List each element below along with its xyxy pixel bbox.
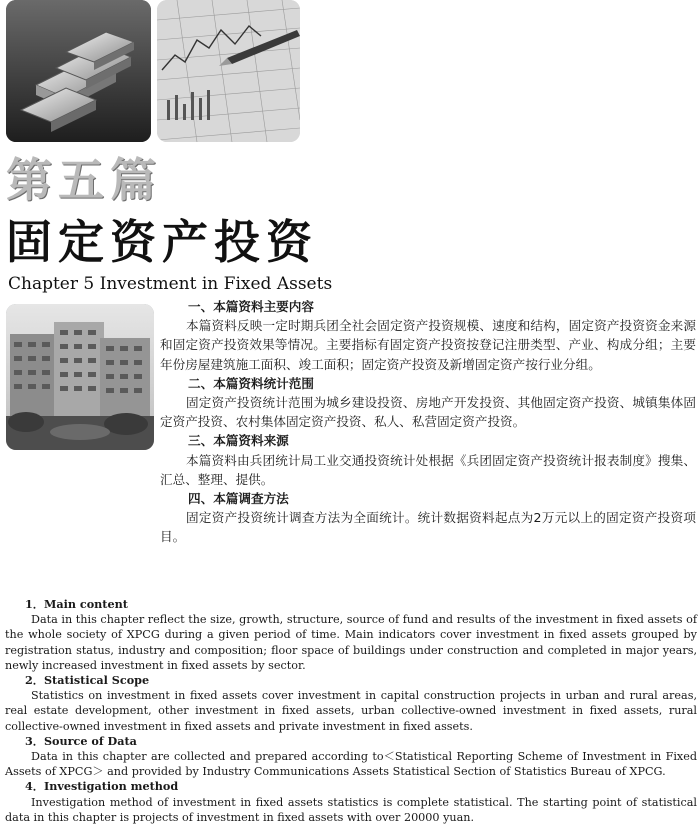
section-text: Data in this chapter are collected and prepared according to＜Statistical Reporting Scheme of Investment in Fixed Assets of XPCG＞ and provided by Industry Communications Assets Statistical Section of Statistics Bureau of XPCG.	[5, 750, 697, 779]
section-heading: 3．Source of Data	[25, 733, 137, 748]
section-text: 本篇资料反映一定时期兵团全社会固定资产投资规模、速度和结构，固定资产投资资金来源和固定资产投资效果等情况。主要指标有固定资产投资按登记注册类型、产业、构成分组；主要年份房屋建筑施工面积、竣工面积；固定资产投资及新增固定资产按行业分组。	[160, 318, 696, 372]
section-heading: 一、本篇资料主要内容	[188, 299, 314, 314]
section-heading: 2．Statistical Scope	[25, 673, 150, 688]
gold-bars-photo	[6, 0, 151, 142]
chapter-title-english: Chapter 5 Investment in Fixed Assets	[8, 274, 333, 294]
part-title: 第五篇	[6, 153, 162, 207]
section-heading: 三、本篇资料来源	[188, 433, 289, 449]
section-text: Statistics on investment in fixed assets cover investment in capital construction projects in urban and rural areas, real estate development, other investment in fixed assets, urban collective-owned investment in fixed assets, rural collective-owned investment in fixed assets and private investment in fixed assets.	[5, 689, 697, 733]
section-text: Data in this chapter reflect the size, growth, structure, source of fund and results of the investment in fixed assets of the whole society of XPCG during a given period of time. Main indicators cover investment in fixed assets grouped by registration status, industry and composition; floor space of buildings under construction and completed in major years, newly increased investment in fixed assets by sector.	[5, 613, 697, 672]
section-text: 固定资产投资统计调查方法为全面统计。统计数据资料起点为2万元以上的固定资产投资项目。	[160, 510, 696, 545]
section-heading: 1．Main content	[25, 597, 128, 611]
section-heading: 四、本篇调查方法	[188, 491, 289, 507]
section-text: 本篇资料由兵团统计局工业交通投资统计处根据《兵团固定资产投资统计报表制度》搜集、汇总、整理、提供。	[160, 452, 696, 487]
section-heading: 4．Investigation method	[25, 779, 179, 794]
chinese-content	[160, 297, 696, 547]
stock-chart-photo	[157, 0, 300, 142]
english-content	[5, 597, 697, 825]
chapter-title-chinese: 固定资产投资	[6, 215, 318, 269]
section-text: Investigation method of investment in fixed assets statistics is complete statistical. The starting point of statistical data in this chapter is projects of investment in fixed assets with over 20000 yuan.	[5, 795, 697, 824]
apartment-buildings-photo	[6, 304, 154, 450]
section-heading: 二、本篇资料统计范围	[188, 375, 314, 391]
section-text: 固定资产投资统计范围为城乡建设投资、房地产开发投资、其他固定资产投资、城镇集体固定资产投资、农村集体固定资产投资、私人、私营固定资产投资。	[160, 395, 696, 430]
